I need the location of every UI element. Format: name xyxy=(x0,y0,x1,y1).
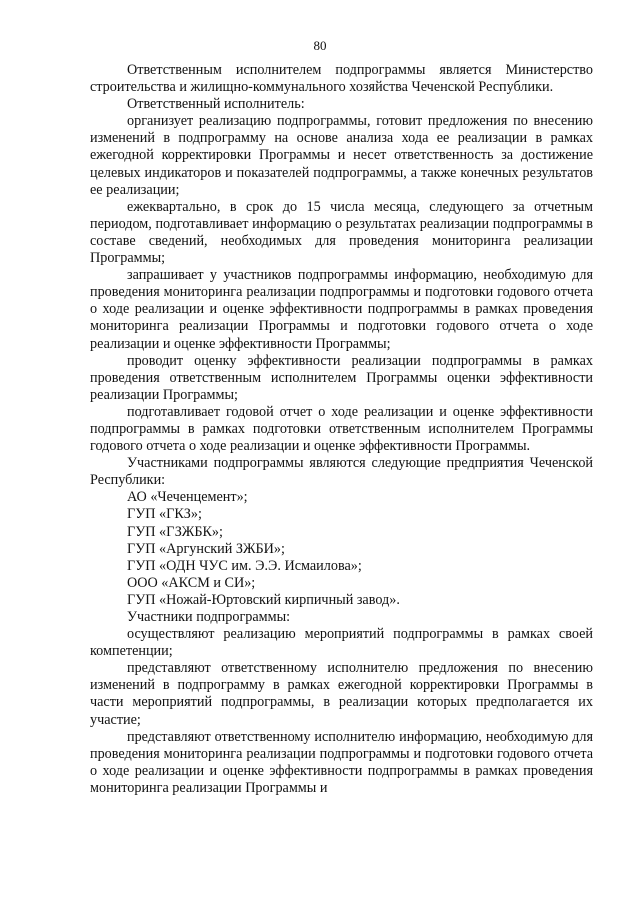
body-text xyxy=(90,62,593,797)
list-item-gzzhbk: ГУП «ГЗЖБК»; xyxy=(127,523,223,540)
list-item-aksm: ООО «АКСМ и СИ»; xyxy=(127,574,256,591)
paragraph-evaluates: проводит оценку эффективности реализации подпрограммы в рамках проведения ответственным исполнителем Программы оценки эффективности реализации Программы; xyxy=(90,352,593,403)
paragraph-executor-heading: Ответственный исполнитель: xyxy=(127,96,305,113)
list-item-chechencement: АО «Чеченцемент»; xyxy=(127,489,248,506)
paragraph-participants-heading: Участники подпрограммы: xyxy=(127,609,291,625)
paragraph-annual-report: подготавливает годовой отчет о ходе реализации и оценке эффективности подпрограммы в рамках подготовки ответственным исполнителем Программы годового отчета о ходе реализации и оценке эффективности Программы. xyxy=(90,403,593,455)
paragraph-submit-proposals: представляют ответственному исполнителю предложения по внесению изменений в подпрограмму в рамках ежегодной корректировки Программы в части мероприятий подпрограммы, в реализации которых предполагается их участие; xyxy=(90,660,593,728)
page-number: 80 xyxy=(313,38,327,53)
paragraph-participants-intro: Участниками подпрограммы являются следующие предприятия Чеченской Республики: xyxy=(90,455,593,489)
list-item-odn-chus: ГУП «ОДН ЧУС им. Э.Э. Исмаилова»; xyxy=(127,557,362,574)
list-item-gkz: ГУП «ГКЗ»; xyxy=(127,506,202,523)
paragraph-quarterly: ежеквартально, в срок до 15 числа месяца, следующего за отчетным периодом, подготавливает информацию о результатах реализации подпрограммы в составе сведений, необходимых для проведения мониторинга реализации Программы; xyxy=(90,198,593,267)
paragraph-responsible-executor: Ответственным исполнителем подпрограммы является Министерство строительства и жилищно-коммунального хозяйства Чеченской Республики. xyxy=(90,62,593,96)
list-item-argun-zzhbi: ГУП «Аргунский ЗЖБИ»; xyxy=(127,540,285,557)
paragraph-implement: осуществляют реализацию мероприятий подпрограммы в рамках своей компетенции; xyxy=(90,626,593,660)
list-item-brick-plant: ГУП «Ножай-Юртовский кирпичный завод». xyxy=(127,591,400,608)
paragraph-requests: запрашивает у участников подпрограммы информацию, необходимую для проведения мониторинга реализации подпрограммы и подготовки годового отчета о ходе реализации и оценке эффективности подпрограммы в рамках проведения мониторинга реализации Программы и подготовки годового отчета о ходе реализации и оценке эффективности Программы; xyxy=(90,267,593,352)
paragraph-organizes: организует реализацию подпрограммы, готовит предложения по внесению изменений в подпрограмму на основе анализа хода ее реализации в рамках ежегодной корректировки Программы и несет ответственность за достижение целевых индикаторов и показателей подпрограммы, а также конечных результатов ее реализации; xyxy=(90,113,593,198)
paragraph-submit-information: представляют ответственному исполнителю информацию, необходимую для проведения мониторинга реализации подпрограммы и подготовки годового отчета о ходе реализации и оценке эффективности подпрограммы в рамках проведения мониторинга реализации Программы и xyxy=(90,728,593,796)
